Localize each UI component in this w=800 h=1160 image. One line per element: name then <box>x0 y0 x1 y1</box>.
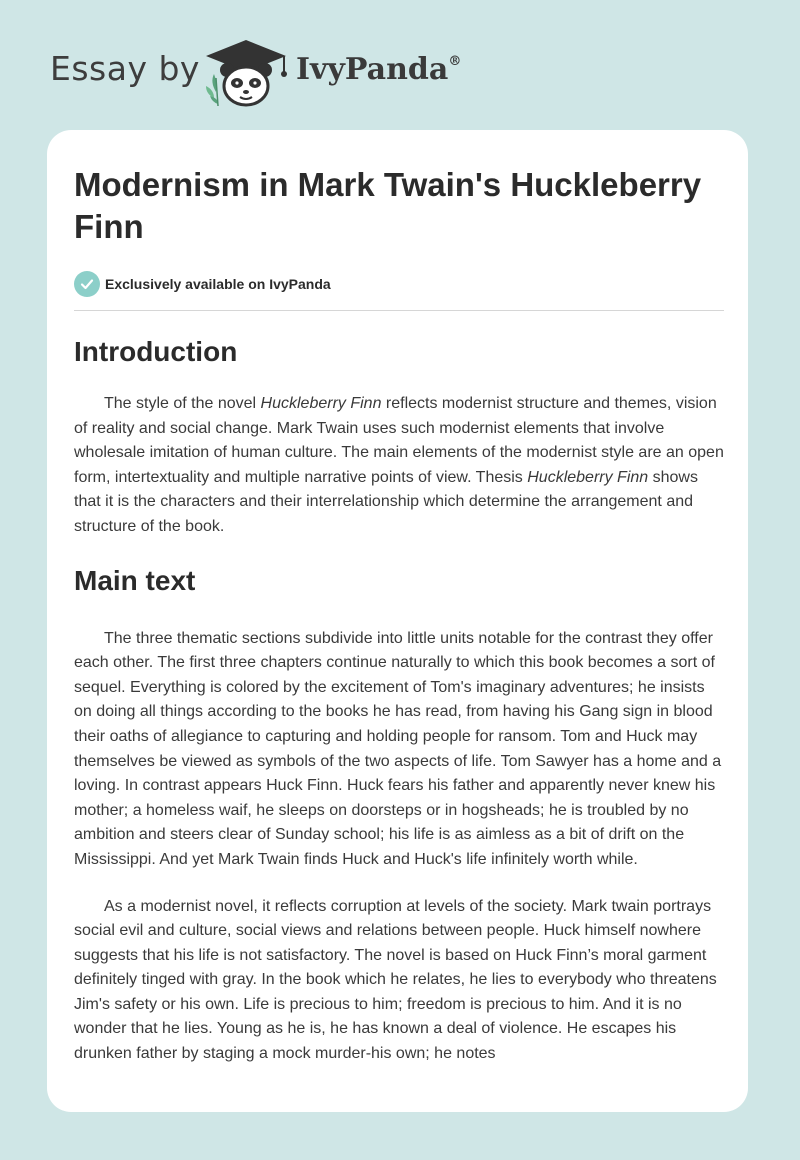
section-heading-main-text: Main text <box>74 564 196 596</box>
text-run: The style of the novel <box>104 395 261 412</box>
essay-card <box>47 130 748 1112</box>
site-header <box>0 0 800 130</box>
text-run: reflects modernist structure and themes, vision of reality and social change. Mark Twain uses such modernist elements that involve wholesale imitation of human culture. The main elements of the modernist style are an open form, intertextuality and multiple narrative points of view. Thesis <box>74 395 724 486</box>
brand-name: IvyPanda <box>296 52 449 87</box>
registered-mark: ® <box>448 54 462 69</box>
book-title: Huckleberry Finn <box>260 395 382 412</box>
brand-logo[interactable] <box>296 52 461 87</box>
paragraph-main-2: As a modernist novel, it reflects corruption at levels of the society. Mark twain portrays social evil and culture, social views and relations between people. Huck himself nowhere suggests that his life is not satisfactory. The novel is based on Huck Finn’s moral garment definitely tinged with gray. In the book which he relates, he lies to everybody who threatens Jim's safety or his own. Life is precious to him; freedom is precious to him. And it is no wonder that he lies. Young as he is, he has known a deal of violence. He escapes his drunken father by staging a mock murder-his own; he notes <box>74 897 717 1063</box>
exclusive-badge <box>74 270 724 298</box>
exclusive-badge-text: Exclusively available on IvyPanda <box>105 276 331 292</box>
panda-graduate-icon[interactable] <box>200 34 292 108</box>
essay-content <box>74 164 724 1067</box>
section-heading-introduction: Introduction <box>74 336 238 367</box>
paragraph-introduction <box>74 392 724 540</box>
book-title: Huckleberry Finn <box>527 468 649 486</box>
page-title: Modernism in Mark Twain's Huckleberry Finn <box>74 166 702 245</box>
checkmark-icon <box>74 271 100 297</box>
paragraph-main-1: The three thematic sections subdivide into little units notable for the contrast they offer each other. The first three chapters continue naturally to which this book becomes a sort of sequel. Everything is colored by the excitement of Tom's imaginary adventures; he insists on doing all things according to the books he has read, from having his Gang sign in blood their oaths of allegiance to capturing and holding people for ransom. Tom and Huck may themselves be viewed as symbols of the two aspects of life. Tom Sawyer has a home and a loving. In contrast appears Huck Finn. Huck fears his father and apparently never knew his mother; a homeless waif, he sleeps on doorsteps or in hogsheads; he is troubled by no ambition and steers clear of Sunday school; his life is as aimless as a bit of drift on the Mississippi. And yet Mark Twain finds Huck and Huck's life infinitely worth while. <box>74 629 722 868</box>
text-run: shows that it is the characters and their interrelationship which determine the arrangement and structure of the book. <box>74 468 698 535</box>
essay-by-label: Essay by <box>50 49 200 88</box>
divider <box>74 310 724 311</box>
